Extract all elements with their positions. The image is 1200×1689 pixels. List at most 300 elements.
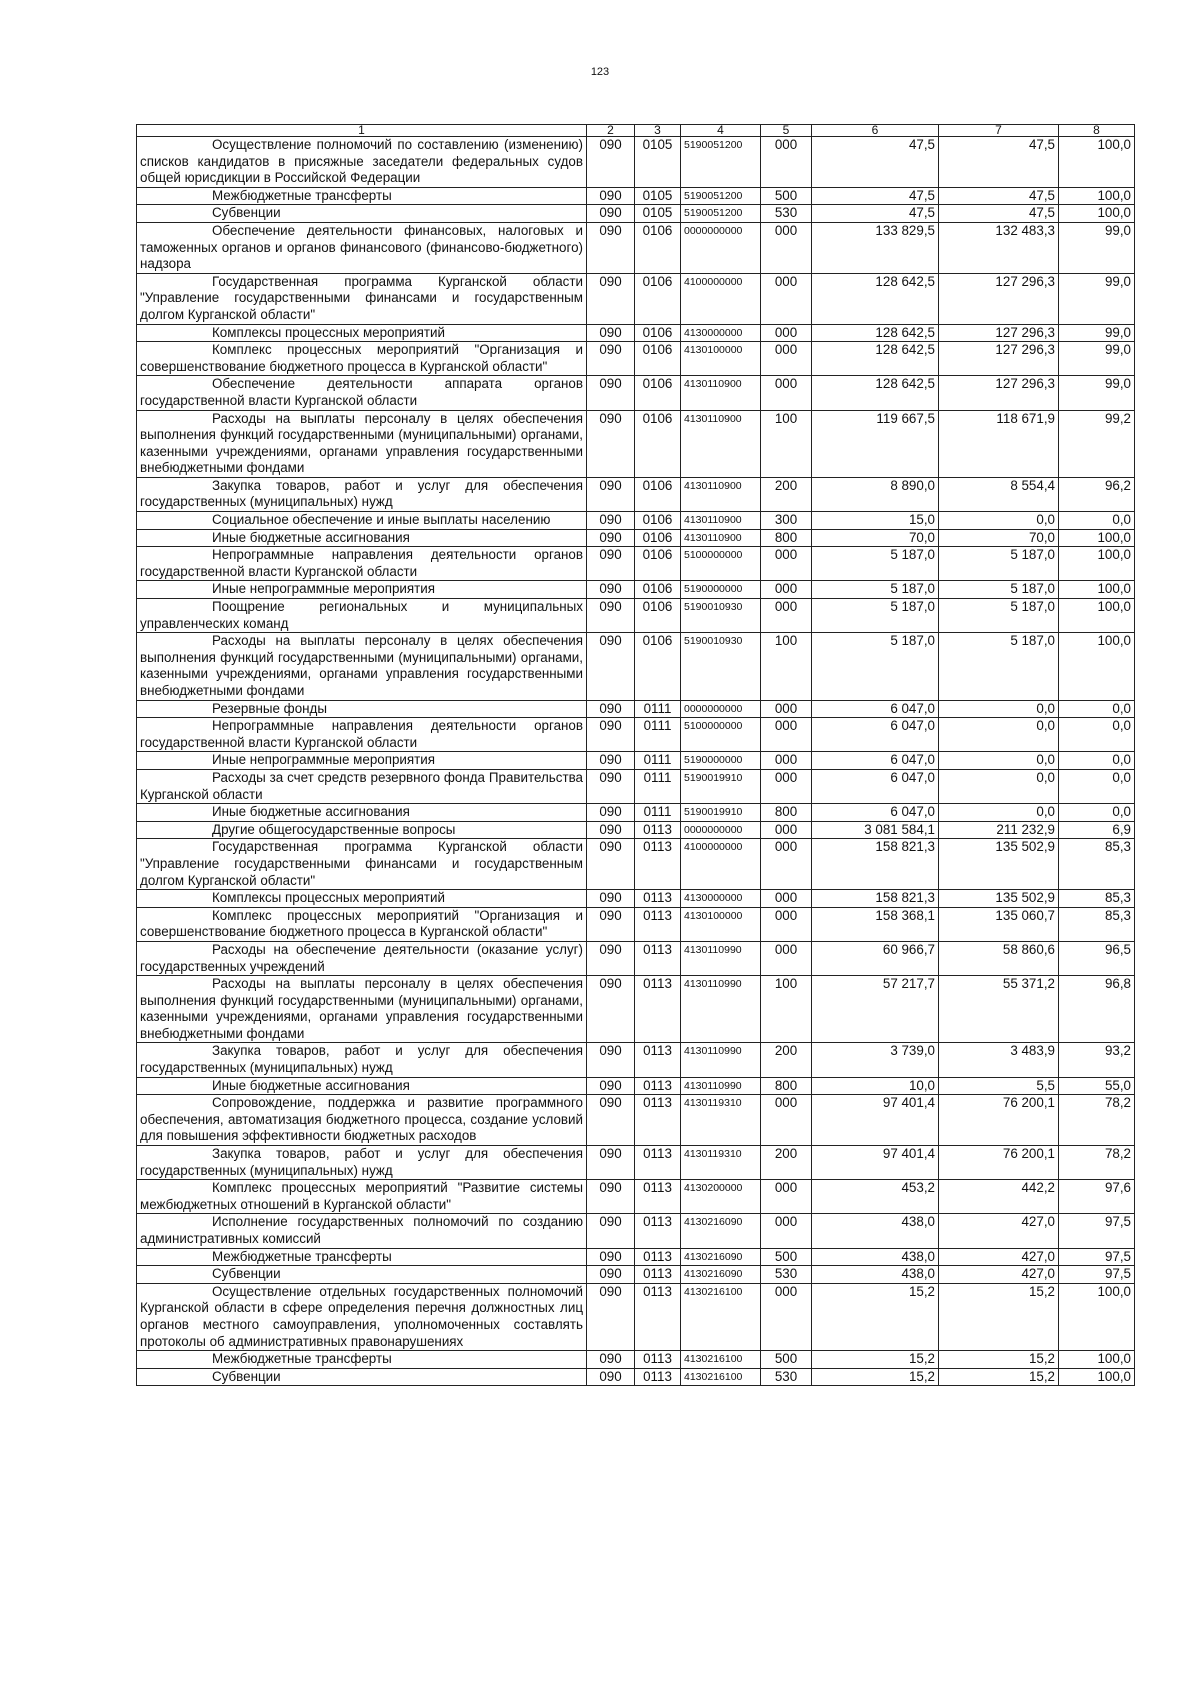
approved-amount: 453,2	[812, 1180, 939, 1214]
table-row	[137, 477, 1135, 511]
execution-percent: 0,0	[1059, 700, 1135, 718]
approved-amount: 3 739,0	[812, 1043, 939, 1077]
expense-type-code: 000	[761, 581, 812, 599]
approved-amount: 6 047,0	[812, 700, 939, 718]
approved-amount: 47,5	[812, 187, 939, 205]
expense-name: Поощрение региональных и муниципальных управленческих команд	[140, 599, 583, 631]
admin-code: 090	[587, 1351, 635, 1369]
admin-code: 090	[587, 700, 635, 718]
approved-amount: 97 401,4	[812, 1095, 939, 1146]
expense-name-cell	[137, 1214, 587, 1248]
executed-amount: 76 200,1	[939, 1095, 1059, 1146]
target-article-code: 5190019910	[681, 804, 761, 822]
expense-name-cell	[137, 1248, 587, 1266]
target-article-code: 4130110990	[681, 1043, 761, 1077]
admin-code: 090	[587, 547, 635, 581]
table-row	[137, 1248, 1135, 1266]
table-row	[137, 890, 1135, 908]
expense-name: Иные бюджетные ассигнования	[212, 529, 410, 545]
table-row	[137, 821, 1135, 839]
expense-name: Непрограммные направления деятельности органов государственной власти Курганской области	[140, 547, 583, 579]
expense-name-cell	[137, 1351, 587, 1369]
expense-name: Обеспечение деятельности финансовых, налоговых и таможенных органов и органов финансового (финансово-бюджетного) надзора	[140, 222, 583, 272]
execution-percent: 97,6	[1059, 1180, 1135, 1214]
admin-code: 090	[587, 205, 635, 223]
table-row	[137, 1180, 1135, 1214]
column-number-8: 8	[1059, 125, 1135, 137]
execution-percent: 85,3	[1059, 907, 1135, 941]
expense-type-code: 530	[761, 205, 812, 223]
expense-name-cell	[137, 976, 587, 1043]
expense-name-cell	[137, 205, 587, 223]
expense-type-code: 500	[761, 1248, 812, 1266]
table-row	[137, 907, 1135, 941]
approved-amount: 5 187,0	[812, 633, 939, 700]
expense-type-code: 000	[761, 718, 812, 752]
execution-percent: 93,2	[1059, 1043, 1135, 1077]
table-row	[137, 839, 1135, 890]
approved-amount: 6 047,0	[812, 718, 939, 752]
target-article-code: 4130110900	[681, 376, 761, 410]
approved-amount: 47,5	[812, 137, 939, 188]
table-row	[137, 376, 1135, 410]
execution-percent: 100,0	[1059, 529, 1135, 547]
expense-type-code: 200	[761, 477, 812, 511]
admin-code: 090	[587, 1077, 635, 1095]
expense-name: Социальное обеспечение и иные выплаты населению	[212, 512, 551, 528]
section-code: 0106	[635, 222, 681, 273]
executed-amount: 132 483,3	[939, 222, 1059, 273]
target-article-code: 4130100000	[681, 907, 761, 941]
execution-percent: 97,5	[1059, 1214, 1135, 1248]
approved-amount: 438,0	[812, 1214, 939, 1248]
expense-type-code: 800	[761, 529, 812, 547]
expense-name-cell	[137, 410, 587, 477]
section-code: 0113	[635, 1146, 681, 1180]
expense-type-code: 000	[761, 821, 812, 839]
section-code: 0106	[635, 342, 681, 376]
approved-amount: 97 401,4	[812, 1146, 939, 1180]
expense-type-code: 000	[761, 700, 812, 718]
expense-name-cell	[137, 1283, 587, 1350]
expense-name: Комплексы процессных мероприятий	[212, 324, 446, 340]
executed-amount: 5 187,0	[939, 547, 1059, 581]
table-row	[137, 324, 1135, 342]
execution-percent: 85,3	[1059, 890, 1135, 908]
target-article-code: 4100000000	[681, 839, 761, 890]
section-code: 0105	[635, 187, 681, 205]
approved-amount: 128 642,5	[812, 376, 939, 410]
approved-amount: 5 187,0	[812, 547, 939, 581]
admin-code: 090	[587, 1146, 635, 1180]
target-article-code: 4130000000	[681, 324, 761, 342]
execution-percent: 100,0	[1059, 547, 1135, 581]
target-article-code: 5100000000	[681, 547, 761, 581]
admin-code: 090	[587, 273, 635, 324]
target-article-code: 4130110900	[681, 512, 761, 530]
expense-name-cell	[137, 1043, 587, 1077]
admin-code: 090	[587, 769, 635, 803]
table-row	[137, 1266, 1135, 1284]
expense-type-code: 000	[761, 273, 812, 324]
admin-code: 090	[587, 1248, 635, 1266]
admin-code: 090	[587, 1095, 635, 1146]
admin-code: 090	[587, 137, 635, 188]
section-code: 0106	[635, 599, 681, 633]
table-row	[137, 1368, 1135, 1386]
approved-amount: 6 047,0	[812, 752, 939, 770]
table-row	[137, 547, 1135, 581]
expense-name-cell	[137, 752, 587, 770]
executed-amount: 8 554,4	[939, 477, 1059, 511]
executed-amount: 135 060,7	[939, 907, 1059, 941]
execution-percent: 85,3	[1059, 839, 1135, 890]
section-code: 0106	[635, 633, 681, 700]
admin-code: 090	[587, 804, 635, 822]
table-row	[137, 700, 1135, 718]
expense-name-cell	[137, 1368, 587, 1386]
table-row	[137, 633, 1135, 700]
approved-amount: 6 047,0	[812, 769, 939, 803]
admin-code: 090	[587, 599, 635, 633]
execution-percent: 100,0	[1059, 1283, 1135, 1350]
executed-amount: 3 483,9	[939, 1043, 1059, 1077]
section-code: 0113	[635, 1368, 681, 1386]
execution-percent: 100,0	[1059, 137, 1135, 188]
expense-type-code: 000	[761, 222, 812, 273]
table-row	[137, 1077, 1135, 1095]
expense-name-cell	[137, 477, 587, 511]
approved-amount: 128 642,5	[812, 273, 939, 324]
section-code: 0113	[635, 976, 681, 1043]
expense-name: Государственная программа Курганской области "Управление государственными финансами и государственным долгом Курганской области"	[140, 839, 583, 888]
table-row	[137, 804, 1135, 822]
table-row	[137, 769, 1135, 803]
expense-name: Сопровождение, поддержка и развитие программного обеспечения, автоматизация бюджетного процесса, создание условий для повышения эффективности бюджетных расходов	[140, 1095, 583, 1144]
section-code: 0113	[635, 1043, 681, 1077]
expense-name: Расходы на выплаты персоналу в целях обеспечения выполнения функций государственными (муниципальными) органами, казенными учреждениями, органами управления государственными внебюджетными фондами	[140, 410, 583, 476]
expense-name: Исполнение государственных полномочий по созданию административных комиссий	[140, 1214, 583, 1246]
admin-code: 090	[587, 1266, 635, 1284]
expense-name: Закупка товаров, работ и услуг для обеспечения государственных (муниципальных) нужд	[140, 1043, 583, 1076]
admin-code: 090	[587, 1214, 635, 1248]
expense-type-code: 200	[761, 1043, 812, 1077]
target-article-code: 5190010930	[681, 599, 761, 633]
target-article-code: 4130216090	[681, 1248, 761, 1266]
admin-code: 090	[587, 1368, 635, 1386]
expense-name-cell	[137, 222, 587, 273]
expense-type-code: 000	[761, 890, 812, 908]
execution-percent: 100,0	[1059, 187, 1135, 205]
executed-amount: 58 860,6	[939, 941, 1059, 975]
execution-percent: 0,0	[1059, 752, 1135, 770]
section-code: 0113	[635, 1077, 681, 1095]
admin-code: 090	[587, 907, 635, 941]
executed-amount: 127 296,3	[939, 376, 1059, 410]
executed-amount: 47,5	[939, 205, 1059, 223]
expense-name: Непрограммные направления деятельности органов государственной власти Курганской области	[140, 718, 583, 750]
section-code: 0106	[635, 547, 681, 581]
table-row	[137, 1214, 1135, 1248]
execution-percent: 0,0	[1059, 804, 1135, 822]
admin-code: 090	[587, 222, 635, 273]
approved-amount: 8 890,0	[812, 477, 939, 511]
expense-name-cell	[137, 1095, 587, 1146]
table-row	[137, 752, 1135, 770]
expense-name: Расходы на обеспечение деятельности (оказание услуг) государственных учреждений	[140, 941, 583, 974]
execution-percent: 96,8	[1059, 976, 1135, 1043]
expense-name: Осуществление полномочий по составлению (изменению) списков кандидатов в присяжные заседатели федеральных судов общей юрисдикции в Российской Федерации	[140, 137, 583, 186]
admin-code: 090	[587, 1180, 635, 1214]
target-article-code: 4130110990	[681, 941, 761, 975]
expense-type-code: 100	[761, 633, 812, 700]
target-article-code: 5190000000	[681, 581, 761, 599]
approved-amount: 158 821,3	[812, 839, 939, 890]
target-article-code: 4130100000	[681, 342, 761, 376]
column-number-6: 6	[812, 125, 939, 137]
section-code: 0113	[635, 890, 681, 908]
execution-percent: 6,9	[1059, 821, 1135, 839]
executed-amount: 76 200,1	[939, 1146, 1059, 1180]
target-article-code: 4130110900	[681, 529, 761, 547]
section-code: 0113	[635, 839, 681, 890]
execution-percent: 0,0	[1059, 769, 1135, 803]
executed-amount: 0,0	[939, 804, 1059, 822]
target-article-code: 5190019910	[681, 769, 761, 803]
expense-name: Обеспечение деятельности аппарата органов государственной власти Курганской области	[140, 376, 583, 408]
target-article-code: 4130110990	[681, 1077, 761, 1095]
expense-type-code: 300	[761, 512, 812, 530]
executed-amount: 47,5	[939, 187, 1059, 205]
expense-name: Межбюджетные трансферты	[212, 187, 392, 203]
expense-type-code: 530	[761, 1368, 812, 1386]
target-article-code: 0000000000	[681, 821, 761, 839]
target-article-code: 5190051200	[681, 137, 761, 188]
approved-amount: 10,0	[812, 1077, 939, 1095]
expense-name-cell	[137, 137, 587, 188]
executed-amount: 127 296,3	[939, 273, 1059, 324]
approved-amount: 438,0	[812, 1266, 939, 1284]
admin-code: 090	[587, 1283, 635, 1350]
expense-name: Межбюджетные трансферты	[212, 1351, 392, 1367]
target-article-code: 4130000000	[681, 890, 761, 908]
section-code: 0113	[635, 1266, 681, 1284]
target-article-code: 4130119310	[681, 1095, 761, 1146]
execution-percent: 55,0	[1059, 1077, 1135, 1095]
section-code: 0113	[635, 1095, 681, 1146]
execution-percent: 0,0	[1059, 718, 1135, 752]
approved-amount: 15,0	[812, 512, 939, 530]
section-code: 0106	[635, 581, 681, 599]
expense-name-cell	[137, 700, 587, 718]
executed-amount: 127 296,3	[939, 324, 1059, 342]
expense-type-code: 000	[761, 839, 812, 890]
approved-amount: 15,2	[812, 1283, 939, 1350]
executed-amount: 15,2	[939, 1368, 1059, 1386]
executed-amount: 211 232,9	[939, 821, 1059, 839]
executed-amount: 55 371,2	[939, 976, 1059, 1043]
expense-type-code: 000	[761, 324, 812, 342]
expense-type-code: 000	[761, 376, 812, 410]
approved-amount: 5 187,0	[812, 581, 939, 599]
admin-code: 090	[587, 718, 635, 752]
admin-code: 090	[587, 376, 635, 410]
expense-type-code: 000	[761, 342, 812, 376]
table-row	[137, 512, 1135, 530]
table-row	[137, 941, 1135, 975]
admin-code: 090	[587, 324, 635, 342]
approved-amount: 119 667,5	[812, 410, 939, 477]
expense-name: Иные непрограммные мероприятия	[212, 581, 436, 597]
table-row	[137, 342, 1135, 376]
budget-table	[136, 124, 1135, 1386]
section-code: 0113	[635, 941, 681, 975]
executed-amount: 47,5	[939, 137, 1059, 188]
table-row	[137, 1095, 1135, 1146]
execution-percent: 96,2	[1059, 477, 1135, 511]
column-number-7: 7	[939, 125, 1059, 137]
section-code: 0113	[635, 1214, 681, 1248]
expense-name: Государственная программа Курганской области "Управление государственными финансами и государственным долгом Курганской области"	[140, 273, 583, 322]
column-number-3: 3	[635, 125, 681, 137]
execution-percent: 100,0	[1059, 1368, 1135, 1386]
approved-amount: 133 829,5	[812, 222, 939, 273]
approved-amount: 47,5	[812, 205, 939, 223]
execution-percent: 100,0	[1059, 599, 1135, 633]
admin-code: 090	[587, 187, 635, 205]
execution-percent: 99,2	[1059, 410, 1135, 477]
execution-percent: 100,0	[1059, 1351, 1135, 1369]
expense-name-cell	[137, 839, 587, 890]
executed-amount: 0,0	[939, 512, 1059, 530]
target-article-code: 0000000000	[681, 222, 761, 273]
expense-name: Комплекс процессных мероприятий "Организация и совершенствование бюджетного процесса в Курганской области"	[140, 907, 583, 940]
approved-amount: 5 187,0	[812, 599, 939, 633]
executed-amount: 0,0	[939, 718, 1059, 752]
section-code: 0113	[635, 1248, 681, 1266]
execution-percent: 99,0	[1059, 376, 1135, 410]
execution-percent: 0,0	[1059, 512, 1135, 530]
approved-amount: 128 642,5	[812, 324, 939, 342]
expense-type-code: 000	[761, 941, 812, 975]
executed-amount: 5 187,0	[939, 633, 1059, 700]
expense-type-code: 530	[761, 1266, 812, 1284]
table-row	[137, 205, 1135, 223]
execution-percent: 97,5	[1059, 1248, 1135, 1266]
target-article-code: 4130216090	[681, 1214, 761, 1248]
section-code: 0113	[635, 1283, 681, 1350]
expense-type-code: 000	[761, 752, 812, 770]
expense-name-cell	[137, 941, 587, 975]
expense-name-cell	[137, 342, 587, 376]
table-row	[137, 1283, 1135, 1350]
expense-name-cell	[137, 769, 587, 803]
execution-percent: 99,0	[1059, 342, 1135, 376]
approved-amount: 128 642,5	[812, 342, 939, 376]
target-article-code: 5190010930	[681, 633, 761, 700]
executed-amount: 427,0	[939, 1248, 1059, 1266]
table-row	[137, 187, 1135, 205]
expense-name: Расходы на выплаты персоналу в целях обеспечения выполнения функций государственными (муниципальными) органами, казенными учреждениями, органами управления государственными внебюджетными фондами	[140, 633, 583, 698]
expense-type-code: 000	[761, 1180, 812, 1214]
table-header	[137, 125, 1135, 137]
expense-name-cell	[137, 821, 587, 839]
expense-type-code: 000	[761, 1214, 812, 1248]
expense-type-code: 000	[761, 1283, 812, 1350]
column-number-row	[137, 125, 1135, 137]
executed-amount: 427,0	[939, 1266, 1059, 1284]
expense-name-cell	[137, 718, 587, 752]
target-article-code: 5190000000	[681, 752, 761, 770]
executed-amount: 5 187,0	[939, 599, 1059, 633]
table-row	[137, 1351, 1135, 1369]
section-code: 0113	[635, 1351, 681, 1369]
target-article-code: 4130110990	[681, 976, 761, 1043]
column-number-5: 5	[761, 125, 812, 137]
approved-amount: 158 821,3	[812, 890, 939, 908]
section-code: 0106	[635, 324, 681, 342]
executed-amount: 0,0	[939, 700, 1059, 718]
table-row	[137, 718, 1135, 752]
section-code: 0106	[635, 376, 681, 410]
execution-percent: 100,0	[1059, 205, 1135, 223]
execution-percent: 99,0	[1059, 273, 1135, 324]
target-article-code: 4130200000	[681, 1180, 761, 1214]
target-article-code: 4130216100	[681, 1368, 761, 1386]
section-code: 0106	[635, 512, 681, 530]
expense-name: Расходы за счет средств резервного фонда Правительства Курганской области	[140, 769, 583, 802]
approved-amount: 15,2	[812, 1351, 939, 1369]
target-article-code: 4130119310	[681, 1146, 761, 1180]
target-article-code: 4130110900	[681, 477, 761, 511]
executed-amount: 70,0	[939, 529, 1059, 547]
table-row	[137, 1043, 1135, 1077]
admin-code: 090	[587, 342, 635, 376]
expense-name: Иные бюджетные ассигнования	[212, 804, 410, 820]
approved-amount: 57 217,7	[812, 976, 939, 1043]
admin-code: 090	[587, 1043, 635, 1077]
table-body	[137, 137, 1135, 1386]
section-code: 0106	[635, 273, 681, 324]
section-code: 0111	[635, 718, 681, 752]
expense-type-code: 000	[761, 599, 812, 633]
expense-type-code: 100	[761, 976, 812, 1043]
approved-amount: 158 368,1	[812, 907, 939, 941]
execution-percent: 100,0	[1059, 633, 1135, 700]
section-code: 0113	[635, 907, 681, 941]
target-article-code: 5190051200	[681, 205, 761, 223]
target-article-code: 4130110900	[681, 410, 761, 477]
expense-name-cell	[137, 581, 587, 599]
expense-name: Межбюджетные трансферты	[212, 1248, 392, 1264]
executed-amount: 5 187,0	[939, 581, 1059, 599]
executed-amount: 15,2	[939, 1283, 1059, 1350]
execution-percent: 99,0	[1059, 324, 1135, 342]
table-row	[137, 137, 1135, 188]
target-article-code: 4130216100	[681, 1283, 761, 1350]
expense-type-code: 800	[761, 1077, 812, 1095]
expense-name-cell	[137, 599, 587, 633]
execution-percent: 78,2	[1059, 1095, 1135, 1146]
expense-type-code: 000	[761, 137, 812, 188]
column-number-2: 2	[587, 125, 635, 137]
executed-amount: 0,0	[939, 769, 1059, 803]
table-row	[137, 273, 1135, 324]
expense-name: Субвенции	[212, 1368, 281, 1384]
expense-name: Закупка товаров, работ и услуг для обеспечения государственных (муниципальных) нужд	[140, 1146, 583, 1178]
approved-amount: 70,0	[812, 529, 939, 547]
expense-type-code: 200	[761, 1146, 812, 1180]
